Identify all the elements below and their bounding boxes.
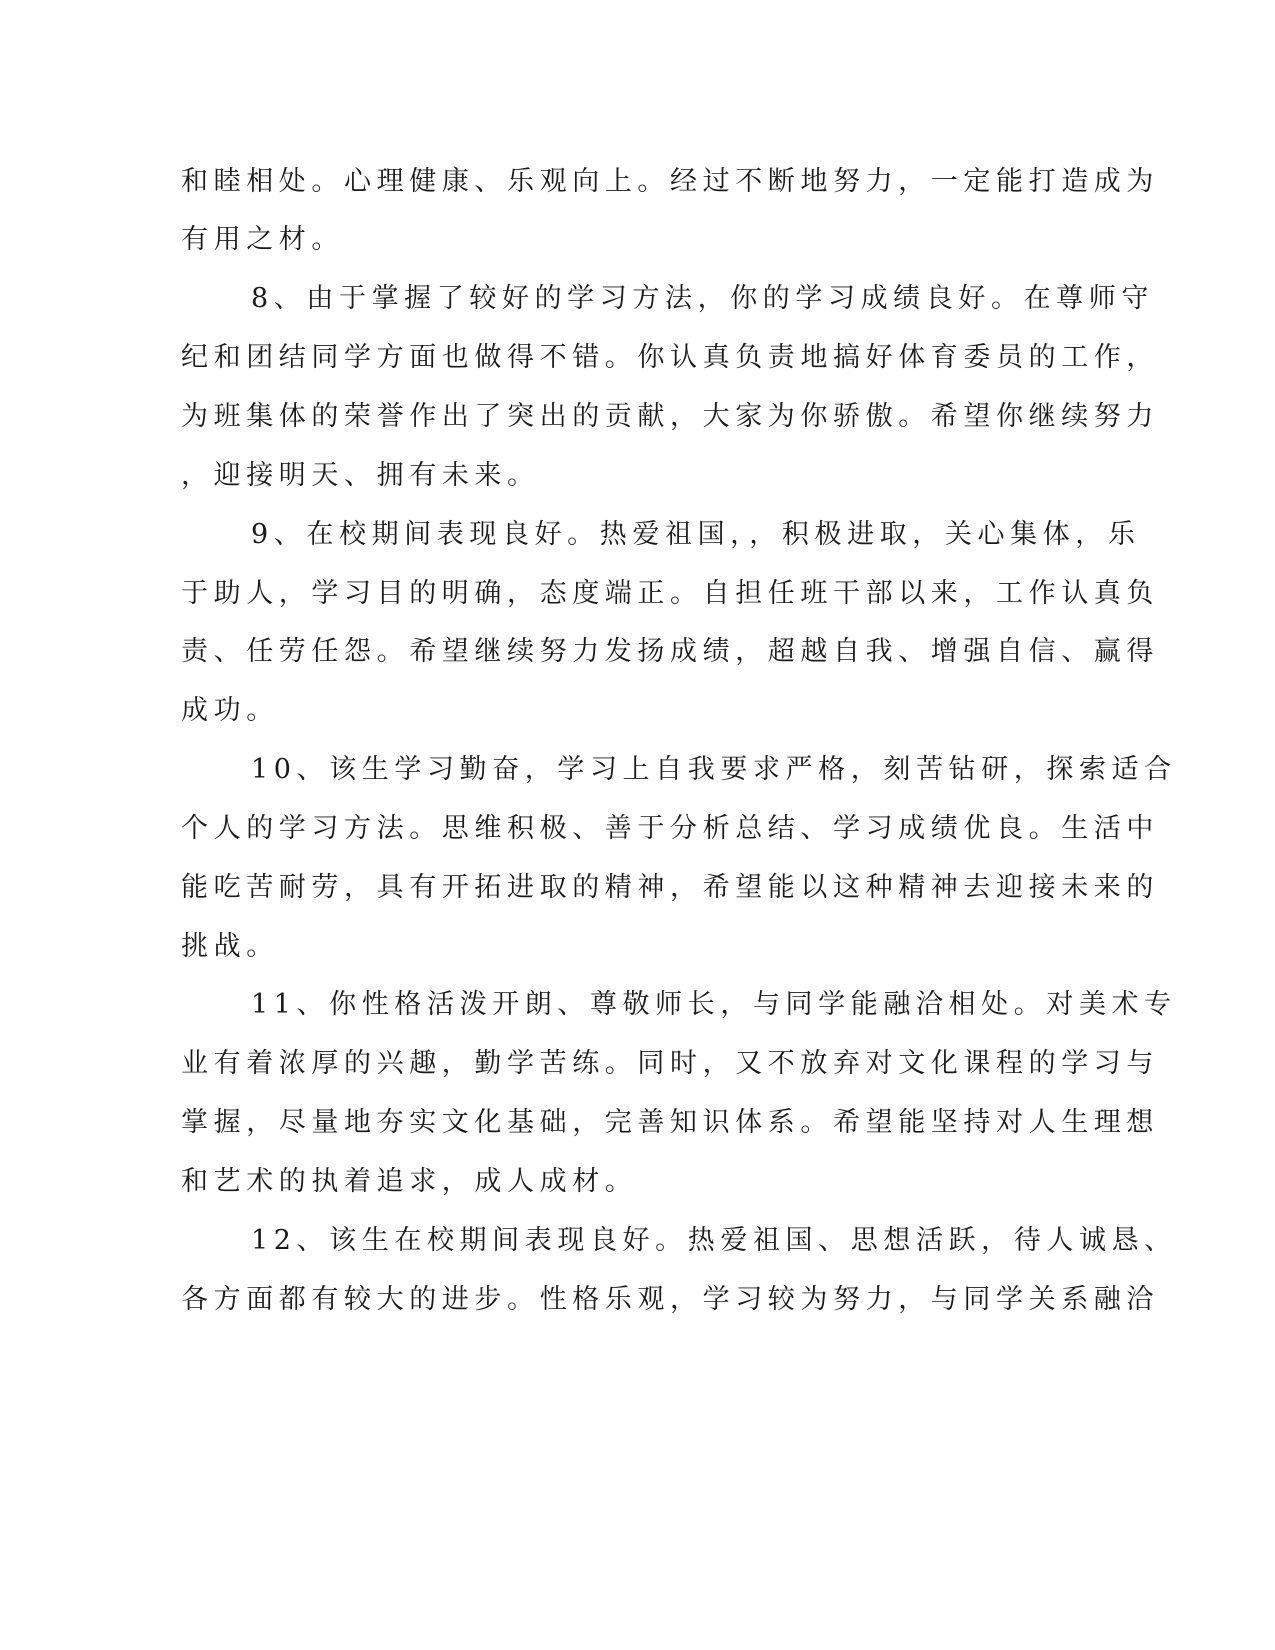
paragraph-11-start: 11、你性格活泼开朗、尊敬师长，与同学能融洽相处。对美术专 [251, 989, 1177, 1020]
paragraph-8-start: 8、由于掌握了较好的学习方法，你的学习成绩良好。在尊师守 [251, 283, 1154, 314]
text-line: 为班集体的荣誉作出了突出的贡献，大家为你骄傲。希望你继续努力 [181, 401, 1159, 432]
paragraph-12-start: 12、该生在校期间表现良好。热爱祖国、思想活跃，待人诚恳、 [251, 1225, 1177, 1256]
text-line: 有用之材。 [181, 224, 344, 255]
text-line: 各方面都有较大的进步。性格乐观，学习较为努力，与同学关系融洽 [181, 1284, 1159, 1315]
text-line: 能吃苦耐劳，具有开拓进取的精神，希望能以这种精神去迎接未来的 [181, 872, 1159, 903]
text-line: 挑战。 [181, 931, 279, 962]
text-line: ，迎接明天、拥有未来。 [181, 460, 540, 491]
text-line: 掌握，尽量地夯实文化基础，完善知识体系。希望能坚持对人生理想 [181, 1107, 1159, 1138]
text-line: 纪和团结同学方面也做得不错。你认真负责地搞好体育委员的工作， [181, 342, 1159, 373]
text-line: 和睦相处。心理健康、乐观向上。经过不断地努力，一定能打造成为 [181, 166, 1159, 197]
text-line: 个人的学习方法。思维积极、善于分析总结、学习成绩优良。生活中 [181, 813, 1159, 844]
text-line: 于助人，学习目的明确，态度端正。自担任班干部以来，工作认真负 [181, 578, 1159, 609]
paragraph-9-start: 9、在校期间表现良好。热爱祖国，，积极进取，关心集体，乐 [251, 519, 1141, 550]
text-line: 业有着浓厚的兴趣，勤学苦练。同时，又不放弃对文化课程的学习与 [181, 1048, 1159, 1079]
text-line: 和艺术的执着追求，成人成材。 [181, 1166, 638, 1197]
text-line: 成功。 [181, 695, 279, 726]
paragraph-10-start: 10、该生学习勤奋，学习上自我要求严格，刻苦钻研，探索适合 [251, 754, 1177, 785]
text-line: 责、任劳任怨。希望继续努力发扬成绩，超越自我、增强自信、赢得 [181, 636, 1159, 667]
